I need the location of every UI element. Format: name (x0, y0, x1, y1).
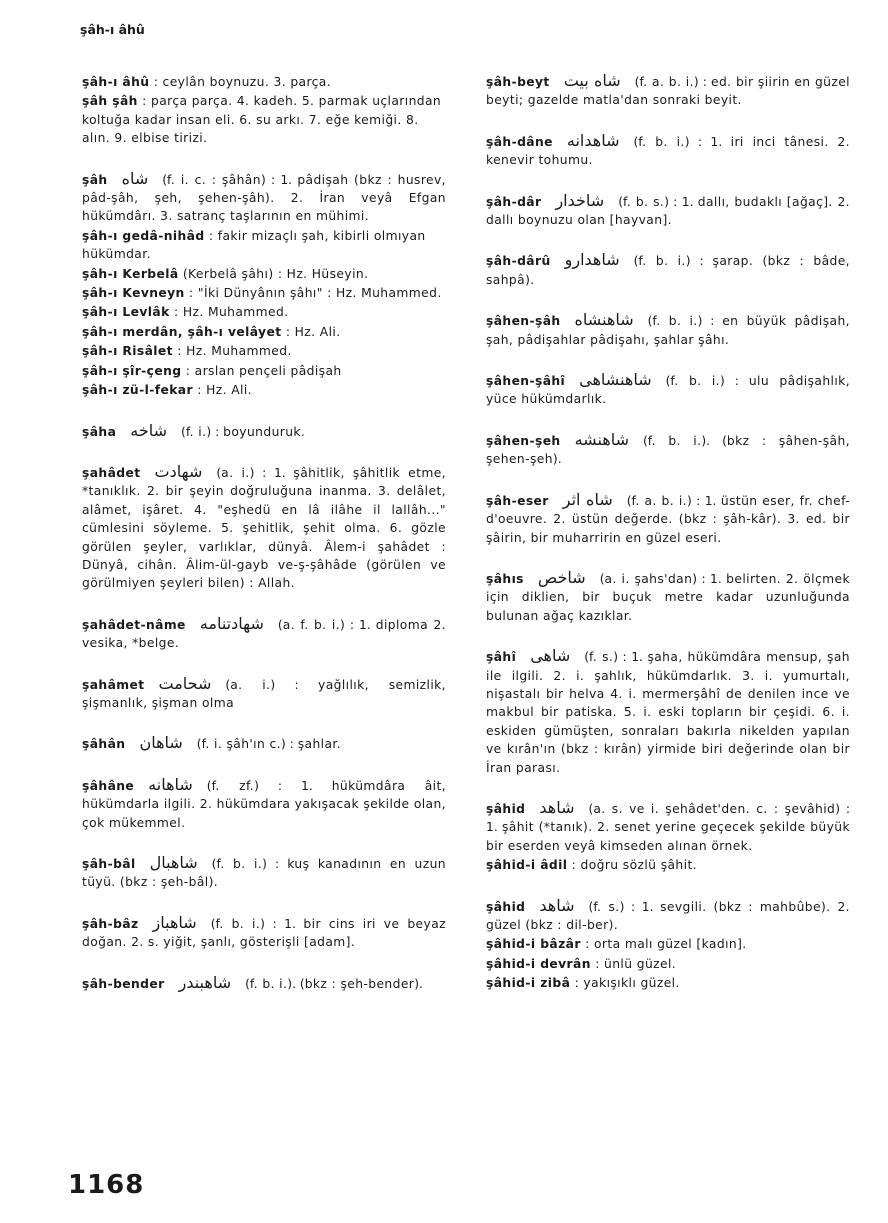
entry-headword: şâh-ı zü-l-fekar (82, 383, 193, 398)
entry-headword: şâh-ı gedâ-nihâd (82, 228, 205, 243)
entry-definition: : Hz. Muhammed. (173, 305, 289, 320)
entry-headword: şâh-dâr (486, 194, 542, 209)
entry-headword: şâhâne (82, 778, 135, 793)
dictionary-entry (472, 251, 850, 289)
entry-definition: (f. b. i.). (bkz : şâhen-şâh, şehen-şeh). (486, 433, 850, 467)
entry-headword: şâhid (486, 801, 526, 816)
entry-definition: (a. f. b. i.) : 1. diploma 2. vesika, *belge. (82, 617, 446, 651)
arabic-script: شهادت (154, 461, 203, 481)
dictionary-entry (68, 615, 446, 653)
entry-headword: şâhen-şeh (486, 433, 561, 448)
dictionary-entry (68, 227, 446, 264)
dictionary-entry (68, 92, 446, 147)
dictionary-entry (472, 491, 850, 547)
dictionary-entry (68, 342, 446, 360)
arabic-script: شاهد (539, 797, 575, 817)
running-header: şâh-ı âhû (80, 22, 145, 37)
entry-headword: şâh-ı Risâlet (82, 344, 173, 359)
right-column (472, 72, 850, 993)
entry-definition: (a. i.) : 1. şâhitlik, şâhitlik etme, *tanıklık. 2. bir şeyin doğruluğuna inanma. 3. delâlet, alâmet, işâret. 4. "eşhedü en lâ ilâhe il lallâh..." cümlesini söyleme. 5. şehitlik, şehit olma. 6. gözle görülen şeyler, varlıklar, dünyâ. Âlem-i şahâdet : Dünyâ, cihân. Âlim-ül-gayb ve-ş-şâhâde (görülen ve görülmiyen şeyleri bilen) : Allah. (82, 465, 446, 591)
entry-definition: : Hz. Ali. (197, 383, 252, 398)
entry-definition: (f. zf.) : 1. hükümdâra âit, hükümdarla ilgili. 2. hükümdara yakışacak şekilde olan, çok mükemmel. (82, 778, 446, 830)
entry-definition: (f. b. s.) : 1. dallı, budaklı [ağaç]. 2. dallı boynuzu olan [hayvan]. (486, 194, 850, 228)
entry-headword: şâhen-şâhî (486, 374, 566, 389)
dictionary-entry (472, 799, 850, 855)
entry-headword: şâhid-i âdil (486, 858, 568, 873)
dictionary-entry (68, 362, 446, 380)
dictionary-entry (68, 974, 446, 993)
dictionary-entry (68, 675, 446, 713)
entry-headword: şâhid-i devrân (486, 956, 591, 971)
dictionary-entry (472, 132, 850, 170)
entry-headword: şâha (82, 424, 117, 439)
entry-headword: şahâdet (82, 465, 141, 480)
entry-headword: şâhid-i bâzâr (486, 937, 581, 952)
dictionary-entry (68, 303, 446, 321)
arabic-script: شاهنشاه (574, 310, 634, 330)
entry-headword: şâhid (486, 899, 526, 914)
entry-definition: : Hz. Muhammed. (177, 344, 292, 359)
entry-definition: (f. b. i.) : 1. bir cins iri ve beyaz doğan. 2. s. yiğit, şanlı, gösterişli [adam]. (82, 916, 446, 950)
entry-definition: (a. i.) : yağlılık, semizlik, şişmanlık, şişman olma (82, 677, 446, 710)
entry-definition: : orta malı güzel [kadın]. (585, 937, 747, 952)
dictionary-entry (472, 431, 850, 469)
entry-definition: (f. b. i.) : 1. iri inci tânesi. 2. kenevir tohumu. (486, 134, 850, 168)
arabic-script: شاخص (537, 567, 586, 587)
entry-definition: (f. b. i.) : ulu pâdişahlık, yüce hükümdarlık. (486, 374, 850, 407)
entry-headword: şâh-beyt (486, 75, 550, 89)
arabic-script: شاهبندر (178, 972, 232, 992)
dictionary-entry (68, 284, 446, 302)
entry-headword: şâhıs (486, 571, 524, 586)
entry-definition: (Kerbelâ şâhı) : Hz. Hüseyin. (182, 266, 369, 281)
entry-headword: şâh-ı merdân, şâh-ı velâyet (82, 324, 282, 339)
entry-headword: şâh (82, 172, 108, 187)
entry-definition: (f. b. i.) : kuş kanadının en uzun tüyü. (bkz : şeh-bâl). (82, 857, 446, 890)
entry-definition: (f. i. şâh'ın c.) : şahlar. (196, 737, 342, 752)
entry-definition: : ünlü güzel. (595, 956, 677, 971)
entry-definition: : "İki Dünyânın şâhı" : Hz. Muhammed. (189, 286, 442, 301)
entry-headword: şâh şâh (82, 94, 138, 109)
arabic-script: شاهنشاهی (579, 370, 652, 390)
arabic-script: شاهبال (149, 853, 198, 872)
dictionary-entry (68, 381, 446, 399)
entry-definition: : fakir mizaçlı şah, kibirli olmıyan hükümdar. (82, 228, 426, 262)
entry-headword: şâh-bâl (82, 857, 136, 871)
entry-headword: şâh-bâz (82, 916, 139, 931)
entry-definition: (f. b. i.). (bkz : şeh-bender). (245, 976, 423, 991)
left-column (68, 72, 446, 993)
entry-definition: : parça parça. 4. kadeh. 5. parmak uçlarından koltuğa kadar insan eli. 6. su arkı. 7. eğe kemiği. 8. alın. 9. elbise tirizi. (82, 94, 442, 146)
arabic-script: شاهدارو (564, 250, 620, 270)
dictionary-entry (472, 974, 850, 992)
entry-headword: şâh-eser (486, 493, 549, 508)
entry-definition: (f. b. i.) : en büyük pâdişah, şah, pâdişahlar pâdişahı, şahlar şâhı. (486, 314, 850, 347)
entry-headword: şâh-bender (82, 976, 165, 991)
entry-headword: şâhid-i zibâ (486, 976, 571, 991)
entry-headword: şâh-ı Kevneyn (82, 286, 185, 301)
arabic-script: شاخه (130, 420, 168, 440)
arabic-script: شاخدار (555, 190, 605, 210)
entry-headword: şâh-ı âhû (82, 75, 150, 89)
entry-definition: : yakışıklı güzel. (574, 976, 680, 991)
entry-headword: şâh-dârû (486, 254, 551, 269)
entry-definition: (f. i.) : boyunduruk. (181, 424, 306, 439)
dictionary-entry (68, 914, 446, 952)
dictionary-entry (68, 323, 446, 341)
arabic-script: شاه بیت (563, 71, 621, 90)
dictionary-entry (472, 569, 850, 625)
dictionary-entry (472, 897, 850, 935)
arabic-script: شحامت (158, 673, 212, 693)
dictionary-entry (68, 854, 446, 892)
dictionary-entry (68, 463, 446, 593)
dictionary-entry (472, 647, 850, 777)
arabic-script: شهادتنامه (199, 613, 264, 633)
arabic-script: شاهانه (148, 774, 193, 794)
entry-definition: (a. i. şahs'dan) : 1. belirten. 2. ölçmek için diklien, bir buçuk metre kadar uzunluğunda bulunan ağaç kazıklar. (486, 571, 850, 623)
entry-definition: : ceylân boynuzu. 3. parça. (153, 75, 332, 89)
dictionary-entry (68, 776, 446, 832)
dictionary-entry (472, 955, 850, 973)
entry-headword: şâh-dâne (486, 134, 553, 149)
dictionary-entry (472, 311, 850, 349)
dictionary-entry (68, 170, 446, 226)
dictionary-entry (472, 371, 850, 409)
entry-definition: (f. i. c. : şâhân) : 1. pâdişah (bkz : husrev, pâd-şâh, şeh, şehen-şâh). 2. İran veyâ Efgan hükümdârı. 3. satranç taşlarının en mühimi. (82, 172, 446, 224)
dictionary-entry (472, 856, 850, 874)
arabic-script: شاهنشه (574, 429, 629, 449)
arabic-script: شاهان (139, 733, 183, 753)
dictionary-entry (472, 192, 850, 230)
entry-headword: şâhen-şâh (486, 314, 561, 329)
entry-headword: şâhân (82, 737, 126, 752)
entry-headword: şahâdet-nâme (82, 617, 186, 632)
arabic-script: شاهی (530, 646, 571, 666)
entry-definition: (f. s.) : 1. sevgili. (bkz : mahbûbe). 2. güzel (bkz : dil-ber). (486, 899, 850, 932)
entry-headword: şahâmet (82, 677, 145, 692)
entry-headword: şâh-ı Levlâk (82, 305, 170, 320)
dictionary-entry (68, 265, 446, 283)
dictionary-entry (472, 935, 850, 953)
dictionary-entry (68, 734, 446, 753)
entry-definition: (f. a. b. i.) : 1. üstün eser, fr. chef-d'oeuvre. 2. üstün değerde. (bkz : şâh-kâr). 3. ed. bir şâirin, bir muharririn en güzel eseri. (486, 493, 850, 545)
arabic-script: شاهد (539, 895, 575, 915)
dictionary-entry (472, 72, 850, 110)
arabic-script: شاهباز (152, 912, 197, 932)
entry-definition: (f. b. i.) : şarap. (bkz : bâde, sahpâ). (486, 254, 850, 287)
entry-definition: (f. a. b. i.) : ed. bir şiirin en güzel beyti; gazelde matla'dan sonraki beyit. (486, 75, 850, 108)
arabic-script: شاهدانه (566, 130, 620, 150)
entry-definition: (a. s. ve i. şehâdet'den. c. : şevâhid) : 1. şâhit (*tanık). 2. senet yerine geçecek şekilde büyük bir eserden veyâ kimseden alınan örnek. (486, 801, 850, 853)
dictionary-entry (68, 73, 446, 91)
entry-definition: : Hz. Ali. (285, 324, 341, 339)
entry-definition: : doğru sözlü şâhit. (571, 858, 697, 873)
entry-definition: (f. s.) : 1. şaha, hükümdâra mensup, şah ile ilgili. 2. i. şahlık, hükümdarlık. 3. i. yumurtalı, nişastalı bir helva 4. i. mermerşâhî de denilen ince ve makbul bir patiska. 5. i. eski topların bir çeşidi. 6. i. eskiden gümüşten, sonraları bakırla nikelden yapılan ve kırân'ın (bkz : kırân) yirmide biri değerinde olan bir İran parası. (486, 650, 850, 775)
arabic-script: شاه (121, 168, 149, 188)
entry-headword: şâh-ı şîr-çeng (82, 363, 182, 378)
dictionary-entry (68, 422, 446, 441)
entry-headword: şâh-ı Kerbelâ (82, 266, 179, 281)
arabic-script: شاه اثر (562, 489, 613, 509)
entry-headword: şâhî (486, 650, 517, 665)
page-number: 1168 (68, 1170, 145, 1200)
entry-definition: : arslan pençeli pâdişah (185, 363, 342, 378)
